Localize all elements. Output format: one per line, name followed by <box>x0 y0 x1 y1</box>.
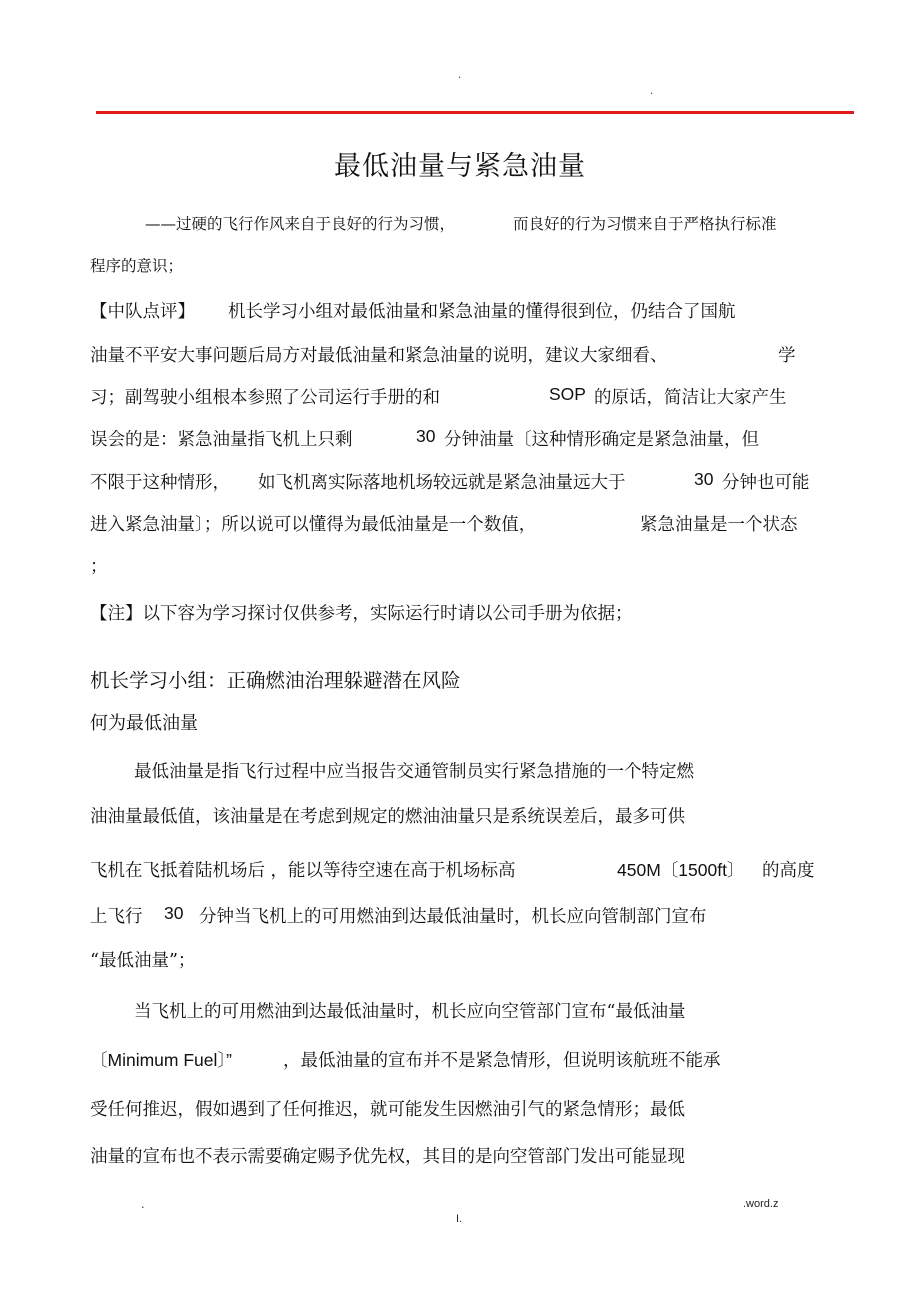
review-line-4-num: 30 <box>416 426 436 446</box>
para2-line-1: 当飞机上的可用燃油到达最低油量时，机长应向空管部门宣布“最低油量 <box>134 1002 686 1022</box>
para1-line-3-end: 的高度 <box>762 861 815 881</box>
section-heading: 机长学习小组：正确燃油治理躲避潜在风险 <box>90 669 461 692</box>
para1-line-4: 上飞行 <box>90 907 143 927</box>
review-line-4-end: 分钟油量〔这种情形确定是紧急油量，但 <box>444 430 759 450</box>
para1-line-3-altitude: 450M〔1500ft〕 <box>617 860 745 880</box>
para1-line-4-num: 30 <box>164 903 184 923</box>
header-rule <box>96 111 854 114</box>
para2-line-2: ，最低油量的宣布并不是紧急情形，但说明该航班不能承 <box>283 1051 721 1071</box>
footer-dot: . <box>141 1198 145 1211</box>
sub-heading: 何为最低油量 <box>90 713 198 734</box>
epigraph-line-1b: 而良好的行为习惯来自于严格执行标准 <box>513 215 777 233</box>
para1-line-3: 飞机在飞抵着陆机场后 ，能以等待空速在高于机场标高 <box>90 861 516 881</box>
para1-line-4-end: 分钟当飞机上的可用燃油到达最低油量时，机长应向管制部门宣布 <box>199 907 707 927</box>
note: 【注】以下容为学习探讨仅供参考，实际运行时请以公司手册为依据； <box>90 604 633 624</box>
review-line-1: 机长学习小组对最低油量和紧急油量的懂得很到位，仍结合了国航 <box>228 302 736 322</box>
epigraph-line-2: 程序的意识； <box>90 257 184 275</box>
review-line-3: 习；副驾驶小组根本参照了公司运行手册的和 <box>90 388 440 408</box>
epigraph-line-1a: ——过硬的飞行作风来自于良好的行为习惯， <box>145 215 456 233</box>
para2-line-3: 受任何推迟，假如遇到了任何推迟，就可能发生因燃油引气的紧急情形；最低 <box>90 1100 685 1120</box>
review-line-6-end: 紧急油量是一个状态 <box>640 515 798 535</box>
para2-line-2-term: 〔Minimum Fuel〕” <box>90 1050 232 1070</box>
review-line-4: 误会的是：紧急油量指飞机上只剩 <box>90 430 353 450</box>
review-line-7: ； <box>90 557 108 577</box>
para1-line-2: 油油量最低值，该油量是在考虑到规定的燃油油量只是系统误差后，最多可供 <box>90 807 685 827</box>
review-line-2: 油量不平安大事问题后局方对最低油量和紧急油量的说明，建议大家细看、 <box>90 346 668 366</box>
review-line-2-end: 学 <box>778 346 796 366</box>
header-dot-left: . <box>458 70 462 81</box>
page-number: I. <box>456 1213 463 1225</box>
para1-line-5: “最低油量”； <box>90 951 196 971</box>
review-line-3-sop: SOP <box>549 384 586 404</box>
para1-line-1: 最低油量是指飞行过程中应当报告交通管制员实行紧急措施的一个特定燃 <box>134 762 694 782</box>
review-line-5: 不限于这种情形， <box>90 473 230 493</box>
review-line-6: 进入紧急油量〕；所以说可以懂得为最低油量是一个数值， <box>90 515 537 535</box>
review-line-3-end: 的原话，简洁让大家产生 <box>594 388 787 408</box>
review-label: 【中队点评】 <box>90 302 195 322</box>
review-line-5-num: 30 <box>694 469 714 489</box>
header-dot-right: . <box>650 86 654 97</box>
review-line-5-mid: 如飞机离实际落地机场较远就是紧急油量远大于 <box>258 473 626 493</box>
footer-brand: .word.z <box>743 1198 779 1210</box>
para2-line-4: 油量的宣布也不表示需要确定赐予优先权，其目的是向空管部门发出可能显现 <box>90 1147 685 1167</box>
document-title: 最低油量与紧急油量 <box>334 151 586 182</box>
review-line-5-end: 分钟也可能 <box>722 473 810 493</box>
